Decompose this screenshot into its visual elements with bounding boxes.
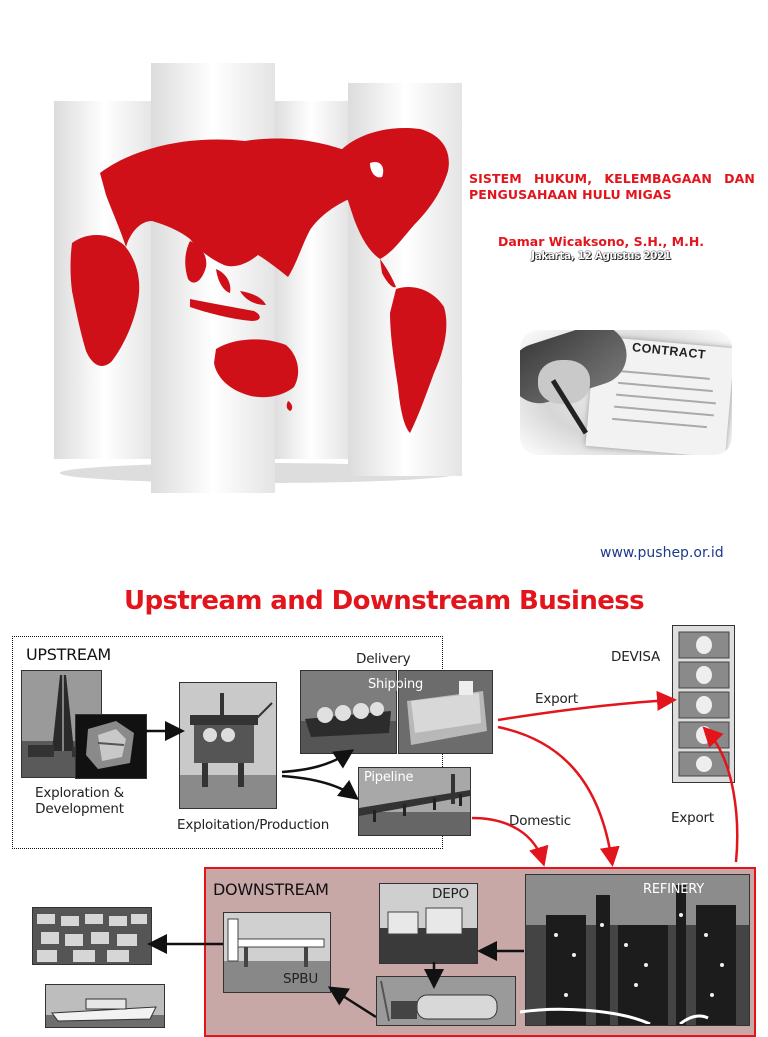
spbu-label: SPBU	[283, 971, 319, 987]
pipeline-label: Pipeline	[364, 770, 414, 785]
world-globe-graphic	[40, 55, 480, 515]
title-line-2: PENGUSAHAAN HULU MIGAS	[469, 187, 672, 202]
devisa-label: DEVISA	[611, 649, 660, 665]
exploration-label	[22, 785, 137, 817]
presentation-date: Jakarta, 12 Agustus 2021	[531, 250, 671, 262]
presentation-title	[469, 171, 755, 203]
contract-heading: CONTRACT	[631, 340, 707, 362]
exploration-label-line-2: Development	[35, 801, 124, 817]
downstream-label: DOWNSTREAM	[213, 880, 329, 899]
title-line-1: SISTEM HUKUM, KELEMBAGAAN DAN	[469, 171, 755, 186]
shipping-label: Shipping	[368, 677, 424, 692]
money-stack-photo	[672, 625, 735, 783]
fuel-truck-photo	[376, 976, 516, 1026]
website-url: www.pushep.or.id	[600, 545, 724, 561]
exploration-label-line-1: Exploration &	[35, 785, 124, 801]
contract-photo	[520, 330, 732, 455]
author-name: Damar Wicaksono, S.H., M.H.	[497, 234, 705, 249]
export-right-label: Export	[671, 810, 714, 826]
refinery-label: REFINERY	[643, 882, 705, 897]
slide-title: Upstream and Downstream Business	[123, 586, 645, 616]
depo-label: DEPO	[432, 886, 469, 902]
traffic-jam-photo	[32, 907, 152, 965]
production-label: Exploitation/Production	[177, 817, 330, 833]
delivery-label: Delivery	[356, 651, 411, 667]
export-top-label: Export	[535, 691, 578, 707]
arrow-shipping-to-refinery	[498, 727, 612, 862]
domestic-label: Domestic	[509, 813, 572, 829]
arrow-shipping-export	[498, 700, 672, 720]
upstream-label: UPSTREAM	[26, 645, 111, 664]
seismic-survey-photo	[75, 714, 147, 779]
offshore-platform-photo	[179, 682, 277, 809]
cruise-ship-photo	[45, 984, 165, 1028]
refinery-photo	[525, 874, 750, 1026]
